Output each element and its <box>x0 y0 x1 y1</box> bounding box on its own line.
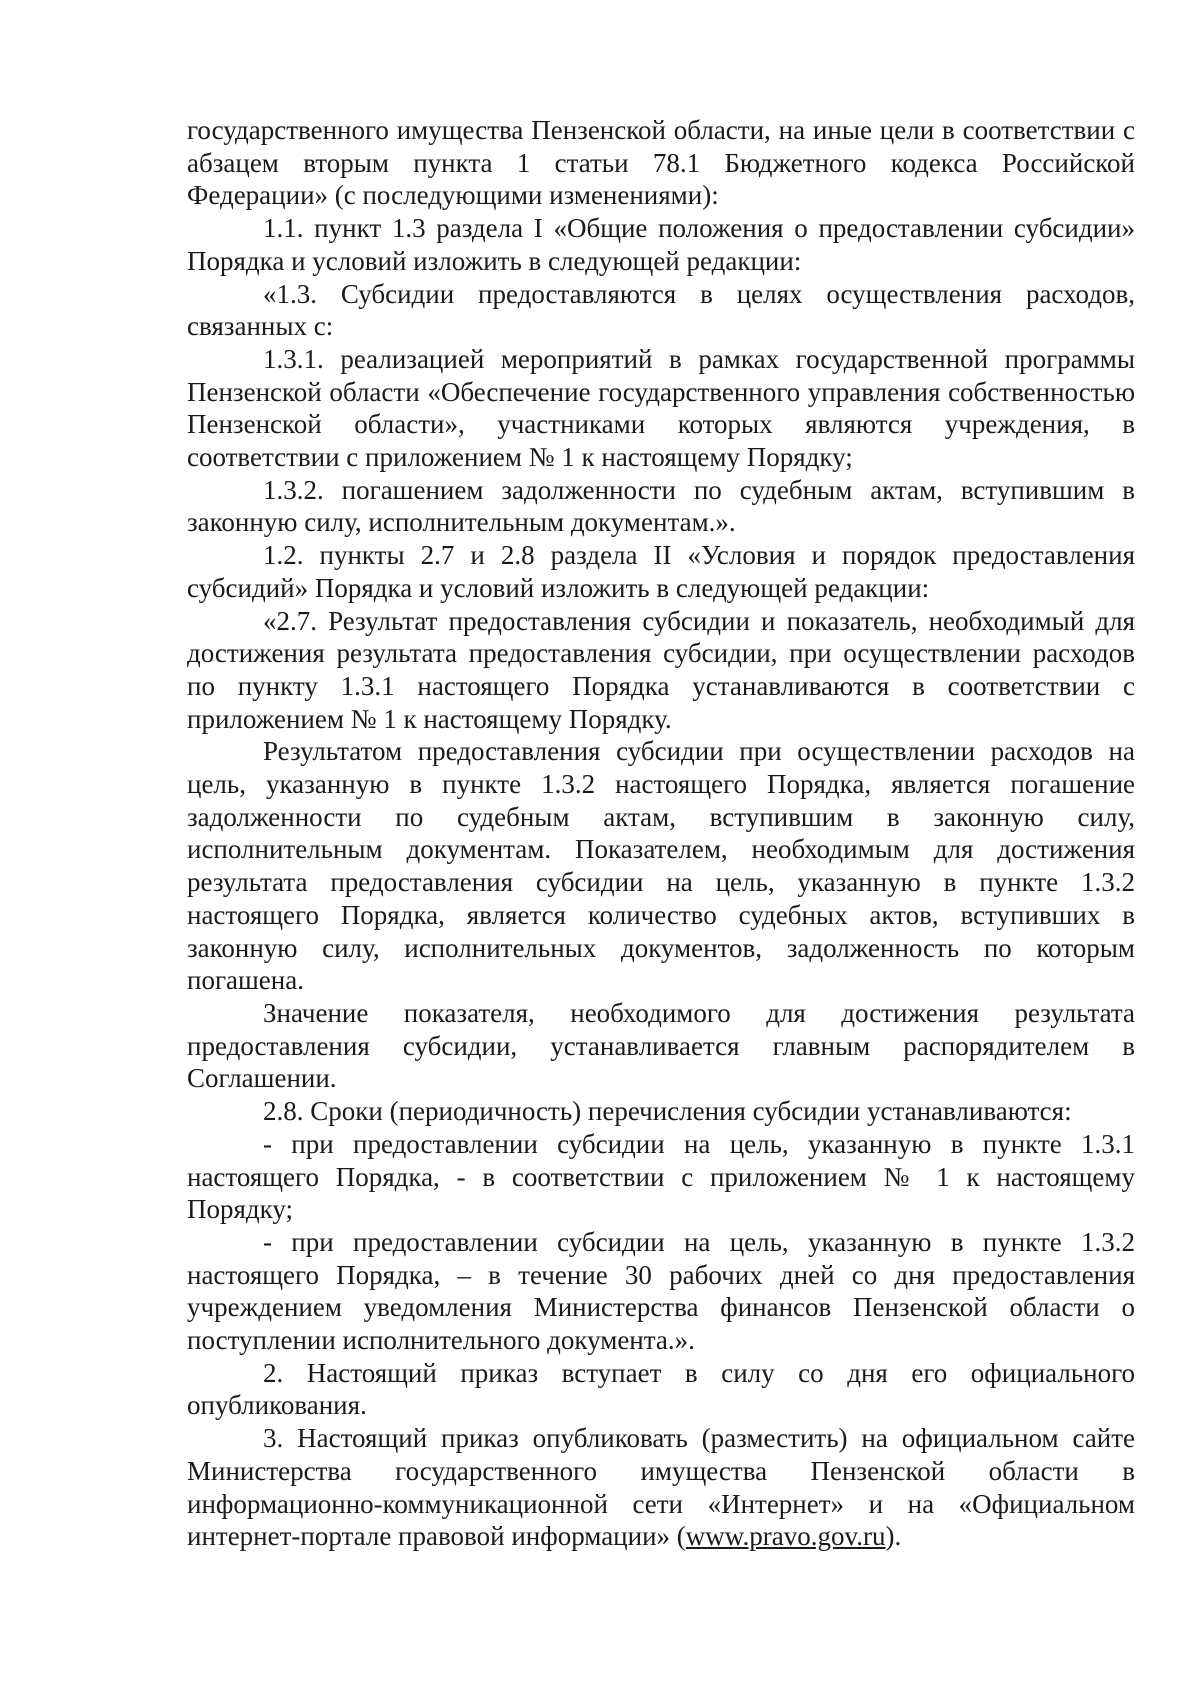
paragraph-3-text: 3. Настоящий приказ опубликовать (разместить) на официальном сайте Министерства государственного имущества Пензенской области в информационно-коммуникационной сети «Интернет» и на «Официальном интернет-портале правовой информации» ( <box>187 1423 1135 1552</box>
paragraph-continuation: государственного имущества Пензенской области, на иные цели в соответствии с абзацем вторым пункта 1 статьи 78.1 Бюджетного кодекса Российской Федерации» (с последующими изменениями): <box>187 115 1135 211</box>
paragraph-indicator-value: Значение показателя, необходимого для достижения результата предоставления субсидии, устанавливается главным распорядителем в Соглашении. <box>187 997 1135 1094</box>
paragraph-1-1: 1.1. пункт 1.3 раздела I «Общие положения о предоставлении субсидии» Порядка и условий изложить в следующей редакции: <box>187 213 1135 276</box>
paragraph-1-2: 1.2. пункты 2.7 и 2.8 раздела II «Условия и порядок предоставления субсидий» Порядка и условий изложить в следующей редакции: <box>187 540 1135 603</box>
paragraph-2-7: «2.7. Результат предоставления субсидии и показатель, необходимый для достижения результата предоставления субсидии, при осуществлении расходов по пункту 1.3.1 настоящего Порядка устанавливаются в соответствии с приложением № 1 к настоящему Порядку. <box>187 605 1135 734</box>
document-body <box>187 114 1135 1553</box>
paragraph-1-3-1: 1.3.1. реализацией мероприятий в рамках государственной программы Пензенской области «Обеспечение государственного управления собственностью Пензенской области», участниками которых являются учреждения, в соответствии с приложением № 1 к настоящему Порядку; <box>187 343 1135 473</box>
paragraph-2-8: 2.8. Сроки (периодичность) перечисления субсидии устанавливаются: <box>263 1096 1072 1127</box>
paragraph-2: 2. Настоящий приказ вступает в силу со дня его официального опубликования. <box>187 1357 1135 1421</box>
paragraph-result: Результатом предоставления субсидии при осуществлении расходов на цель, указанную в пункте 1.3.2 настоящего Порядка, является погашение задолженности по судебным актам, вступившим в законную силу, исполнительным документам. Показателем, необходимым для достижения результата предоставления субсидии на цель, указанную в пункте 1.3.2 настоящего Порядка, является количество судебных актов, вступивших в законную силу, исполнительных документов, задолженность по которым погашена. <box>187 736 1135 996</box>
paragraph-dash-1-3-2: - при предоставлении субсидии на цель, указанную в пункте 1.3.2 настоящего Порядка, – в течение 30 рабочих дней со дня предоставления учреждением уведомления Министерства финансов Пензенской области о поступлении исполнительного документа.». <box>187 1226 1135 1356</box>
paragraph-1-3-2: 1.3.2. погашением задолженности по судебным актам, вступившим в законную силу, исполнительным документам.». <box>187 474 1135 538</box>
paragraph-1-3: «1.3. Субсидии предоставляются в целях осуществления расходов, связанных с: <box>187 278 1135 342</box>
paragraph-dash-1-3-1: - при предоставлении субсидии на цель, указанную в пункте 1.3.1 настоящего Порядка, - в соответствии с приложением № 1 к настоящему Порядку; <box>187 1128 1135 1225</box>
pravo-gov-link[interactable]: www.pravo.gov.ru <box>685 1521 886 1552</box>
paragraph-3 <box>187 1422 1135 1553</box>
paragraph-3-closing: ). <box>885 1521 902 1552</box>
